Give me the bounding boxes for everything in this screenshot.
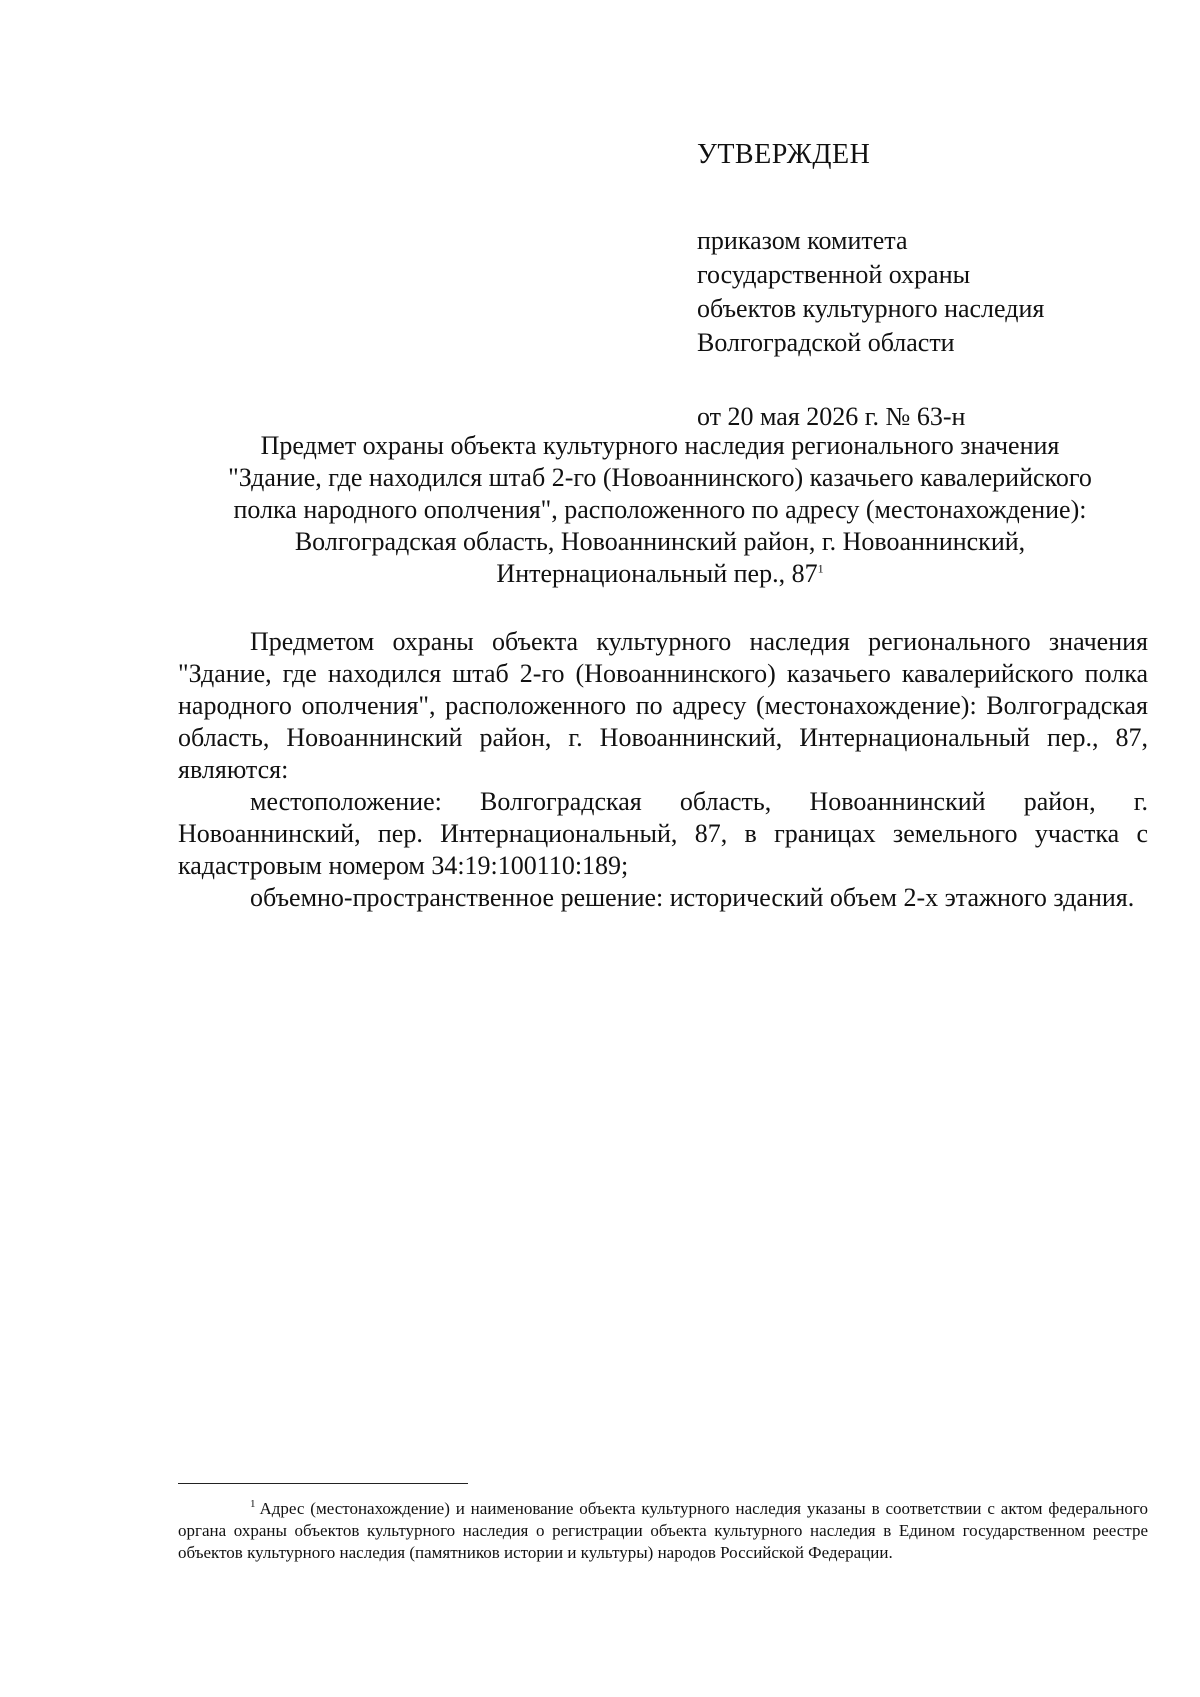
footnote-reference: 1 xyxy=(817,561,824,576)
body-paragraph: объемно-пространственное решение: исторический объем 2-х этажного здания. xyxy=(250,883,1135,912)
heading-last-line xyxy=(170,558,1150,590)
approval-order-line: объектов культурного наследия xyxy=(697,294,1045,323)
heading-line: полка народного ополчения", расположенного по адресу (местонахождение): xyxy=(233,495,1087,524)
approval-order-line: государственной охраны xyxy=(697,260,971,289)
approval-order-date: от 20 мая 2026 г. № 63-н xyxy=(697,402,966,431)
approval-title: УТВЕРЖДЕН xyxy=(697,139,871,170)
footnote-text: Адрес (местонахождение) и наименование объекта культурного наследия указаны в соответствии с актом федерального органа охраны объектов культурного наследия о регистрации объекта культурного наследия в Едином государственном реестре объектов культурного наследия (памятников истории и культуры) народов Российской Федерации. xyxy=(178,1499,1148,1562)
heading-line: Волгоградская область, Новоаннинский район, г. Новоаннинский, xyxy=(294,527,1026,556)
body-paragraph: местоположение: Волгоградская область, Новоаннинский район, г. Новоаннинский, пер. Интернациональный, 87, в границах земельного участка с кадастровым номером 34:19:100110:189; xyxy=(178,787,1148,880)
footnote-mark: 1 xyxy=(250,1498,256,1511)
footnote-separator xyxy=(178,1483,468,1484)
document-body xyxy=(178,626,1148,914)
heading-line: Интернациональный пер., 87 xyxy=(496,559,818,588)
approval-block xyxy=(697,138,1137,434)
document-heading xyxy=(170,430,1150,590)
footnote xyxy=(178,1498,1148,1564)
body-paragraph: Предметом охраны объекта культурного наследия регионального значения "Здание, где находился штаб 2-го (Новоаннинского) казачьего кавалерийского полка народного ополчения", расположенного по адресу (местонахождение): Волгоградская область, Новоаннинский район, г. Новоаннинский, Интернациональный пер., 87, являются: xyxy=(178,627,1148,784)
approval-order-line: Волгоградской области xyxy=(697,328,955,357)
heading-line: "Здание, где находился штаб 2-го (Новоаннинского) казачьего кавалерийского xyxy=(228,463,1092,492)
heading-line: Предмет охраны объекта культурного наследия регионального значения xyxy=(260,431,1060,460)
approval-order-line: приказом комитета xyxy=(697,226,908,255)
